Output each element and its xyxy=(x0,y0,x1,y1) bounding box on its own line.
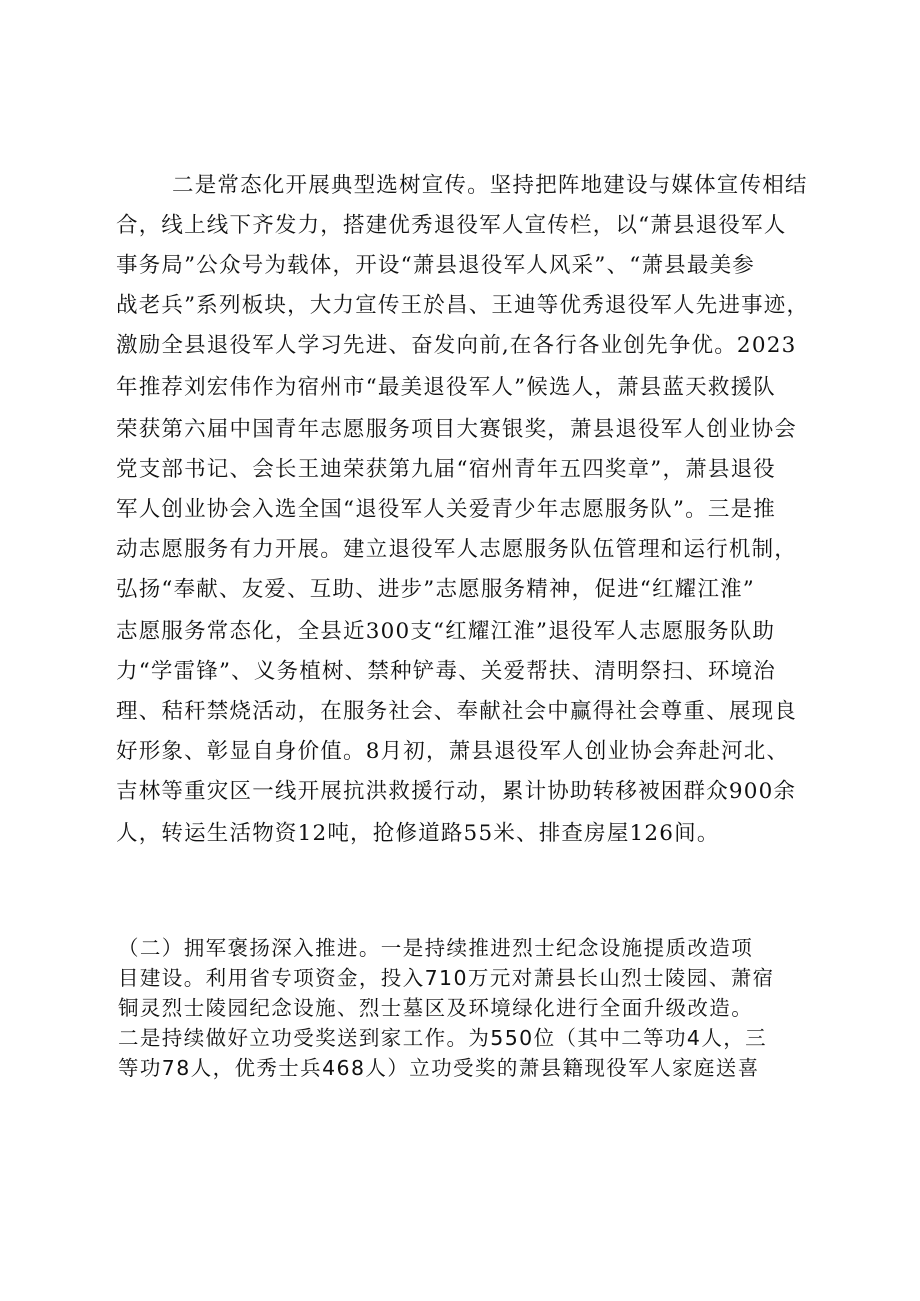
text-line: 军人创业协会入选全国“退役军人关爱青少年志愿服务队”。三是推 xyxy=(116,497,776,522)
text-line: 好形象、彰显自身价值。8月初，萧县退役军人创业协会奔赴河北、 xyxy=(116,739,790,764)
text-line: 弘扬“奉献、友爱、互助、进步”志愿服务精神，促进“红耀江淮” xyxy=(116,577,755,602)
text-line: 党支部书记、会长王迪荣获第九届“宿州青年五四奖章”，萧县退役 xyxy=(116,457,776,482)
text-line: 二是常态化开展典型选树宣传。坚持把阵地建设与媒体宣传相结 xyxy=(172,173,808,198)
text-line: 等功78人，优秀士兵468人）立功受奖的萧县籍现役军人家庭送喜 xyxy=(118,1056,760,1080)
text-line: 人，转运生活物资12吨，抢修道路55米、排查房屋126间。 xyxy=(116,821,720,846)
text-line: 动志愿服务有力开展。建立退役军人志愿服务队伍管理和运行机制， xyxy=(116,537,798,562)
text-line: 战老兵”系列板块，大力宣传王於昌、王迪等优秀退役军人先进事迹， xyxy=(116,293,810,318)
text-line: 吉林等重灾区一线开展抗洪救援行动，累计协助转移被困群众900余 xyxy=(116,779,797,804)
text-line: 志愿服务常态化，全县近300支“红耀江淮”退役军人志愿服务队助 xyxy=(116,619,776,644)
text-line: 荣获第六届中国青年志愿服务项目大赛银奖，萧县退役军人创业协会 xyxy=(116,417,798,442)
text-line: 理、秸秆禁烧活动，在服务社会、奉献社会中赢得社会尊重、展现良 xyxy=(116,699,798,724)
text-line: 力“学雷锋”、义务植树、禁种铲毒、关爱帮扶、清明祭扫、环境治 xyxy=(116,659,776,684)
text-line: 激励全县退役军人学习先进、奋发向前,在各行各业创先争优。2023 xyxy=(116,333,797,358)
text-line: 铜灵烈士陵园纪念设施、烈士墓区及环境绿化进行全面升级改造。 xyxy=(118,996,754,1020)
text-line: 年推荐刘宏伟作为宿州市“最美退役军人”候选人，萧县蓝天救援队 xyxy=(116,375,776,400)
text-line: 事务局”公众号为载体，开设“萧县退役军人风采”、“萧县最美参 xyxy=(116,253,755,278)
text-line: 合，线上线下齐发力，搭建优秀退役军人宣传栏，以“萧县退役军人 xyxy=(116,213,787,238)
section-heading-line: （二）拥军褒扬深入推进。一是持续推进烈士纪念设施提质改造项 xyxy=(118,936,754,960)
text-line: 二是持续做好立功受奖送到家工作。为550位（其中二等功4人，三 xyxy=(118,1026,768,1050)
text-line: 目建设。利用省专项资金，投入710万元对萧县长山烈士陵园、萧宿 xyxy=(118,966,775,990)
